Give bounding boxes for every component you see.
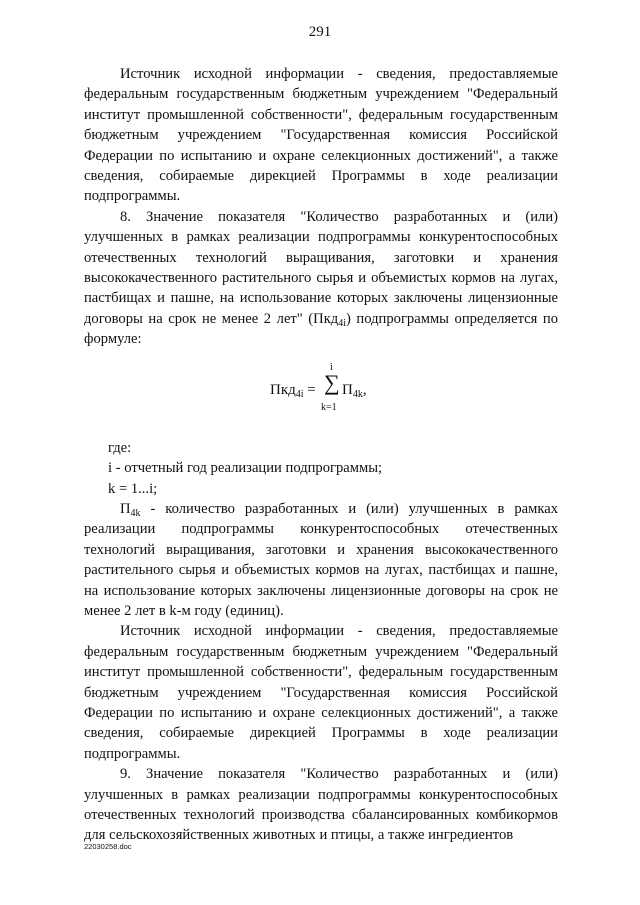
formula-trail: , xyxy=(362,381,367,398)
paragraph-source-info-1: Источник исходной информации - сведения, предоставляемые федеральным государственным бюджетным учреждением "Федеральный институт промышленной собственности", федеральным государственным бюджетным учреждением "Государственная комиссия Российской Федерации по испытанию и охране селекционных достижений", а также сведения, собираемые дирекцией Программы в ходе реализации подпрограммы. xyxy=(84,66,558,205)
paragraph-indicator-9: 9. Значение показателя "Количество разработанных и (или) улучшенных в рамках реализации подпрограммы конкурентоспособных отечественных технологий производства сбалансированных комбикормов для сельскохозяйственных животных и птицы, а также ингредиентов xyxy=(84,766,558,844)
definition-p4k-subscript: 4k xyxy=(130,507,141,519)
formula-term-symbol: П xyxy=(342,381,353,398)
paragraph-indicator-8 xyxy=(84,207,558,350)
paragraph-source-info-2: Источник исходной информации - сведения, предоставляемые федеральным государственным бюджетным учреждением "Федеральный институт промышленной собственности", федеральным государственным бюджетным учреждением "Государственная комиссия Российской Федерации по испытанию и охране селекционных достижений", а также сведения, собираемые дирекцией Программы в ходе реализации подпрограммы. xyxy=(84,623,558,762)
formula-term xyxy=(342,380,367,400)
formula-sum-lower-limit: k=1 xyxy=(321,401,337,413)
indicator-8-subscript: 4i xyxy=(338,317,347,329)
formula-left-side xyxy=(270,380,316,400)
definition-p4k-text: - количество разработанных и (или) улучшенных в рамках реализации подпрограммы конкурентоспособных отечественных технологий выращивания, заготовки и хранения высококачественного растительного сырья и объемистых кормов на лугах, пастбищах и пашне, на использование которых заключены лицензионные договоры на срок не менее 2 лет в k-м году (единиц). xyxy=(84,500,558,619)
formula-left-subscript: 4i xyxy=(295,388,304,400)
formula-sum-symbol: ∑ xyxy=(324,369,340,395)
indicator-8-tail: ) подпрограммы определяется по формуле: xyxy=(84,310,559,348)
page-number: 291 xyxy=(308,24,332,40)
definition-p4k-symbol: П xyxy=(120,500,131,517)
definition-p4k xyxy=(84,499,558,621)
formula xyxy=(84,358,558,432)
formula-left-symbol: Пкд xyxy=(270,381,296,398)
definition-k: k = 1...i; xyxy=(108,480,158,497)
indicator-8-text: 8. Значение показателя "Количество разработанных и (или) улучшенных в рамках реализации подпрограммы конкурентоспособных отечественных технологий выращивания, заготовки и хранения высококачественного растительного сырья и объемистых кормов на лугах, пастбищах и пашне, на использование которых заключены лицензионные договоры на срок не менее 2 лет" (Пкд xyxy=(84,208,558,327)
formula-sum-upper-limit: i xyxy=(330,361,333,373)
formula-term-subscript: 4k xyxy=(352,388,363,400)
formula-equals: = xyxy=(303,381,316,398)
document-body xyxy=(84,64,558,846)
where-label: где: xyxy=(108,439,132,456)
footer-filename: 22030258.doc xyxy=(84,842,132,851)
definition-i: i - отчетный год реализации подпрограммы; xyxy=(108,460,383,477)
